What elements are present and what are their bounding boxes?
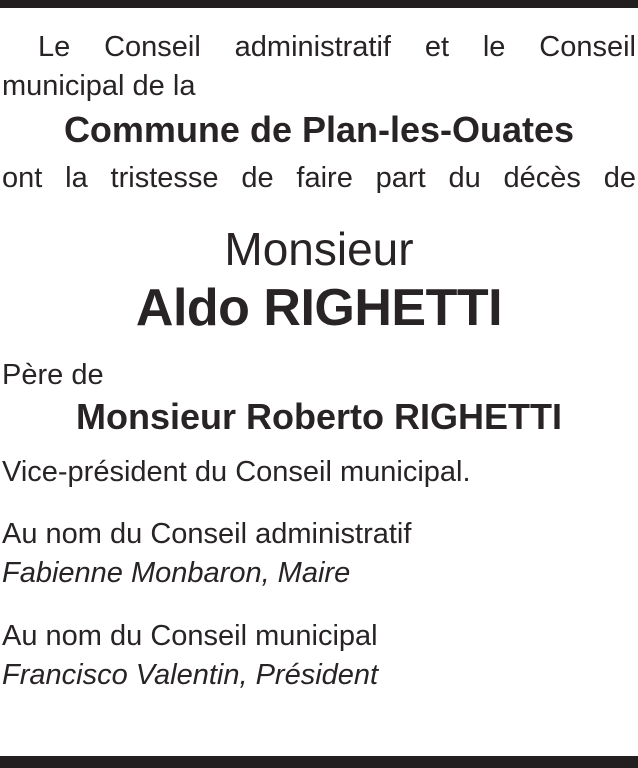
- relation-line: Père de: [2, 359, 104, 391]
- signature-name-president: Francisco Valentin, Président: [2, 659, 379, 691]
- announcement-line: ont la tristesse de faire part du décès de: [2, 162, 636, 194]
- signature-name-maire: Fabienne Monbaron, Maire: [2, 557, 351, 589]
- commune-name: Commune de Plan-les-Ouates: [63, 109, 575, 150]
- signature-on-behalf-municipal: Au nom du Conseil municipal: [2, 620, 378, 652]
- deceased-name: Aldo RIGHETTI: [135, 279, 503, 337]
- intro-paragraph: [2, 28, 636, 106]
- intro-line-1: Le Conseil administratif et le Conseil: [38, 31, 636, 63]
- relative-role: Vice-président du Conseil municipal.: [2, 456, 471, 488]
- signature-on-behalf-administratif: Au nom du Conseil administratif: [2, 518, 412, 550]
- signature-block-municipal: [2, 617, 636, 695]
- civility-title: Monsieur: [224, 223, 414, 275]
- notice-content: [0, 8, 638, 695]
- signature-block-administratif: [2, 515, 636, 593]
- bottom-rule: [0, 756, 638, 768]
- relative-name: Monsieur Roberto RIGHETTI: [76, 396, 562, 437]
- intro-line-2: municipal de la: [2, 70, 196, 102]
- top-rule: [0, 0, 638, 8]
